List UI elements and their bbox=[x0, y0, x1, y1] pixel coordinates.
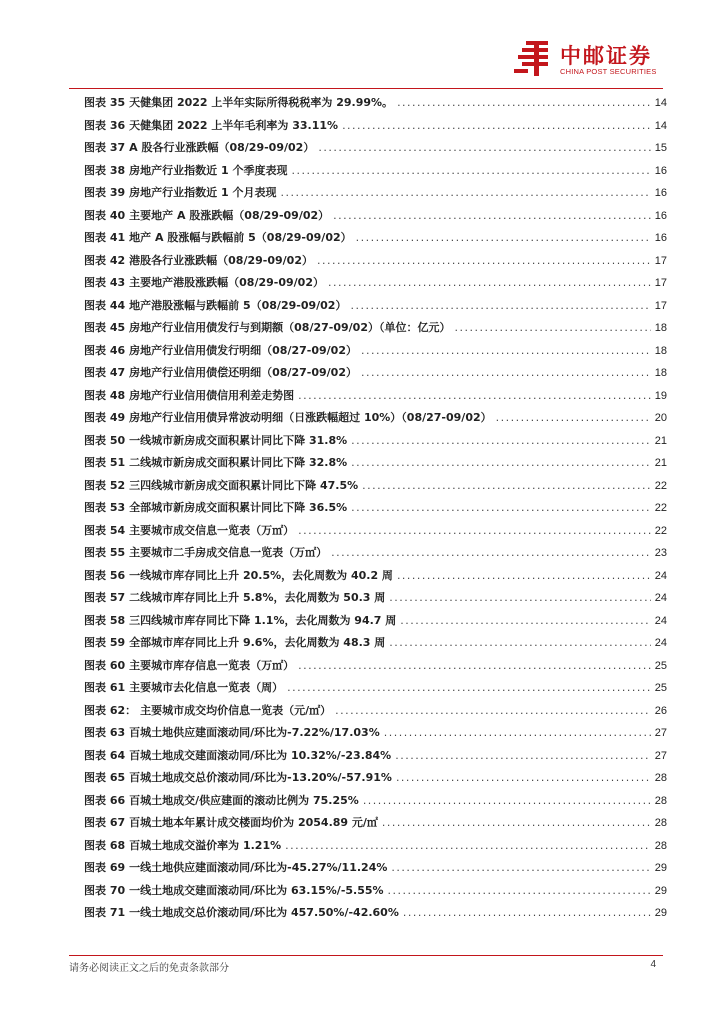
toc-entry-label: 图表 61 bbox=[84, 681, 126, 694]
toc-entry-title: 主要城市去化信息一览表（周） bbox=[129, 681, 284, 694]
toc-entry-label: 图表 71 bbox=[84, 906, 126, 919]
toc-entry-title: 一线土地供应建面滚动同/环比为-45.27%/11.24% bbox=[129, 861, 388, 874]
toc-entry-page: 21 bbox=[654, 434, 667, 447]
toc-entry[interactable] bbox=[84, 722, 667, 745]
toc-entry-label: 图表 47 bbox=[84, 366, 126, 379]
toc-entry-page: 22 bbox=[654, 479, 667, 492]
toc-entry-title: 二线城市新房成交面积累计同比下降 32.8% bbox=[129, 456, 348, 469]
toc-dot-leader bbox=[454, 317, 650, 340]
toc-entry-label: 图表 42 bbox=[84, 253, 126, 267]
toc-entry-title: 港股各行业涨跌幅（08/29-09/02） bbox=[129, 253, 313, 267]
toc-entry-page: 22 bbox=[654, 524, 667, 537]
toc-entry-page: 22 bbox=[654, 502, 667, 514]
toc-entry[interactable] bbox=[84, 295, 667, 318]
toc-entry[interactable] bbox=[84, 205, 667, 228]
toc-entry-page: 29 bbox=[654, 862, 667, 874]
toc-entry[interactable] bbox=[84, 880, 667, 903]
toc-entry-page: 19 bbox=[654, 389, 667, 402]
toc-dot-leader bbox=[317, 250, 651, 273]
table-of-figures bbox=[84, 92, 667, 925]
toc-entry-label: 图表 58 bbox=[84, 613, 126, 627]
toc-entry-page: 28 bbox=[654, 839, 667, 852]
toc-dot-leader bbox=[291, 160, 650, 183]
toc-entry-label: 图表 43 bbox=[84, 276, 126, 289]
toc-entry-label: 图表 35 bbox=[84, 96, 126, 109]
toc-entry[interactable] bbox=[84, 857, 667, 880]
toc-entry[interactable] bbox=[84, 160, 667, 183]
toc-entry-title: 房地产行业指数近 1 个月表现 bbox=[129, 186, 277, 199]
toc-dot-leader bbox=[382, 812, 651, 835]
toc-entry-label: 图表 55 bbox=[84, 546, 126, 559]
toc-entry[interactable] bbox=[84, 835, 667, 858]
toc-entry[interactable] bbox=[84, 767, 667, 790]
toc-entry[interactable] bbox=[84, 655, 667, 678]
toc-entry-label: 图表 69 bbox=[84, 861, 126, 874]
toc-entry-title: 房地产行业信用债发行明细（08/27-09/02） bbox=[129, 343, 357, 357]
toc-dot-leader bbox=[351, 497, 651, 520]
toc-entry-page: 21 bbox=[654, 457, 667, 469]
toc-entry-title: 全部城市库存同比上升 9.6%，去化周数为 48.3 周 bbox=[129, 636, 386, 649]
toc-entry-page: 14 bbox=[654, 97, 667, 109]
toc-entry-label: 图表 40 bbox=[84, 208, 126, 222]
china-post-logo-icon bbox=[512, 38, 552, 78]
toc-dot-leader bbox=[350, 295, 650, 318]
toc-entry-label: 图表 68 bbox=[84, 838, 126, 852]
toc-entry-page: 18 bbox=[654, 344, 667, 357]
toc-entry-title: 主要城市成交信息一览表（万㎡） bbox=[129, 523, 295, 537]
toc-entry-page: 16 bbox=[654, 209, 667, 222]
toc-entry-title: 百城土地供应建面滚动同/环比为-7.22%/17.03% bbox=[129, 726, 380, 739]
toc-entry-title: 三四线城市新房成交面积累计同比下降 47.5% bbox=[129, 478, 359, 492]
toc-entry[interactable] bbox=[84, 362, 667, 385]
toc-entry-page: 28 bbox=[654, 817, 667, 829]
toc-entry-title: 房地产行业信用债偿还明细（08/27-09/02） bbox=[129, 366, 357, 379]
toc-entry[interactable] bbox=[84, 565, 667, 588]
toc-entry-page: 25 bbox=[654, 659, 667, 672]
toc-dot-leader bbox=[389, 587, 650, 610]
toc-dot-leader bbox=[363, 790, 651, 813]
toc-entry[interactable] bbox=[84, 452, 667, 475]
toc-dot-leader bbox=[287, 677, 651, 700]
toc-entry[interactable] bbox=[84, 92, 667, 115]
toc-entry[interactable] bbox=[84, 745, 667, 768]
toc-entry-title: 百城土地成交建面滚动同/环比为 10.32%/-23.84% bbox=[129, 748, 392, 762]
toc-entry-page: 16 bbox=[654, 187, 667, 199]
toc-entry-title: 二线城市库存同比上升 5.8%，去化周数为 50.3 周 bbox=[129, 591, 386, 604]
toc-entry[interactable] bbox=[84, 587, 667, 610]
toc-entry-label: 图表 56 bbox=[84, 568, 126, 582]
toc-entry-label: 图表 54 bbox=[84, 523, 126, 537]
toc-entry-page: 14 bbox=[654, 119, 667, 132]
brand-logo bbox=[512, 38, 682, 84]
toc-entry-page: 16 bbox=[654, 164, 667, 177]
toc-dot-leader bbox=[318, 137, 650, 160]
toc-entry[interactable] bbox=[84, 520, 667, 543]
toc-entry-label: 图表 37 bbox=[84, 141, 126, 154]
toc-entry[interactable] bbox=[84, 272, 667, 295]
toc-entry-label: 图表 70 bbox=[84, 883, 126, 897]
toc-entry-page: 27 bbox=[654, 749, 667, 762]
footer-page-number: 4 bbox=[650, 959, 656, 970]
toc-entry-page: 15 bbox=[654, 142, 667, 154]
toc-entry-label: 图表 63 bbox=[84, 726, 126, 739]
toc-dot-leader bbox=[356, 227, 651, 250]
toc-entry-title: 一线城市新房成交面积累计同比下降 31.8% bbox=[129, 433, 348, 447]
toc-dot-leader bbox=[328, 272, 651, 295]
toc-entry-label: 图表 53 bbox=[84, 501, 126, 514]
toc-entry[interactable] bbox=[84, 250, 667, 273]
toc-entry[interactable] bbox=[84, 632, 667, 655]
toc-dot-leader bbox=[397, 92, 651, 115]
toc-entry-page: 29 bbox=[654, 884, 667, 897]
toc-dot-leader bbox=[403, 902, 651, 925]
toc-entry-page: 28 bbox=[654, 794, 667, 807]
footer-rule bbox=[69, 955, 663, 956]
toc-entry-label: 图表 52 bbox=[84, 478, 126, 492]
toc-entry-label: 图表 57 bbox=[84, 591, 126, 604]
toc-dot-leader bbox=[351, 430, 651, 453]
toc-entry[interactable] bbox=[84, 475, 667, 498]
toc-entry-page: 28 bbox=[654, 772, 667, 784]
toc-entry-page: 18 bbox=[654, 367, 667, 379]
toc-entry-title: 一线土地成交总价滚动同/环比为 457.50%/-42.60% bbox=[129, 906, 399, 919]
toc-entry-page: 24 bbox=[654, 637, 667, 649]
toc-entry-page: 26 bbox=[654, 704, 667, 717]
toc-entry-page: 17 bbox=[654, 277, 667, 289]
toc-entry[interactable] bbox=[84, 115, 667, 138]
toc-dot-leader bbox=[361, 362, 651, 385]
toc-entry-title: 地产港股涨幅与跌幅前 5（08/29-09/02） bbox=[129, 298, 347, 312]
toc-entry-title: 房地产行业信用债信用利差走势图 bbox=[129, 388, 295, 402]
toc-entry-title: 三四线城市库存同比下降 1.1%，去化周数为 94.7 周 bbox=[129, 613, 397, 627]
toc-dot-leader bbox=[397, 565, 651, 588]
toc-entry-title: A 股各行业涨跌幅（08/29-09/02） bbox=[129, 141, 315, 154]
footer-disclaimer: 请务必阅读正文之后的免责条款部分 bbox=[69, 963, 229, 974]
toc-dot-leader bbox=[361, 340, 651, 363]
toc-entry-label: 图表 49 bbox=[84, 411, 126, 424]
toc-entry[interactable] bbox=[84, 812, 667, 835]
toc-entry-title: 房地产行业指数近 1 个季度表现 bbox=[129, 163, 288, 177]
toc-entry-label: 图表 59 bbox=[84, 636, 126, 649]
toc-entry-page: 23 bbox=[654, 547, 667, 559]
toc-entry-page: 24 bbox=[654, 569, 667, 582]
toc-entry[interactable] bbox=[84, 385, 667, 408]
toc-entry-title: 主要城市二手房成交信息一览表（万㎡） bbox=[129, 546, 328, 559]
toc-entry-page: 24 bbox=[654, 592, 667, 604]
toc-entry-page: 24 bbox=[654, 614, 667, 627]
toc-dot-leader bbox=[331, 542, 651, 565]
toc-entry-label: 图表 51 bbox=[84, 456, 126, 469]
toc-dot-leader bbox=[388, 880, 651, 903]
toc-dot-leader bbox=[396, 767, 651, 790]
brand-name-cn: 中邮证券 bbox=[560, 44, 652, 68]
toc-entry[interactable] bbox=[84, 790, 667, 813]
toc-dot-leader bbox=[389, 632, 650, 655]
toc-entry-title: 地产 A 股涨幅与跌幅前 5（08/29-09/02） bbox=[129, 231, 352, 244]
toc-entry-page: 18 bbox=[654, 322, 667, 334]
toc-entry[interactable] bbox=[84, 227, 667, 250]
toc-entry[interactable] bbox=[84, 610, 667, 633]
toc-entry-page: 25 bbox=[654, 682, 667, 694]
toc-entry-title: 主要城市成交均价信息一览表（元/㎡） bbox=[140, 703, 332, 717]
toc-entry-title: 一线城市库存同比上升 20.5%，去化周数为 40.2 周 bbox=[129, 568, 393, 582]
toc-entry[interactable] bbox=[84, 700, 667, 723]
header-rule bbox=[69, 88, 663, 89]
toc-entry-title: 百城土地成交总价滚动同/环比为-13.20%/-57.91% bbox=[129, 771, 392, 784]
toc-entry-title: 主要地产 A 股涨跌幅（08/29-09/02） bbox=[129, 208, 330, 222]
toc-dot-leader bbox=[335, 700, 651, 723]
toc-entry[interactable] bbox=[84, 317, 667, 340]
toc-dot-leader bbox=[400, 610, 650, 633]
toc-entry-title: 天健集团 2022 上半年毛利率为 33.11% bbox=[129, 118, 339, 132]
toc-entry-label: 图表 64 bbox=[84, 748, 126, 762]
toc-entry-title: 百城土地成交溢价率为 1.21% bbox=[129, 838, 282, 852]
toc-entry-title: 百城土地本年累计成交楼面均价为 2054.89 元/㎡ bbox=[129, 816, 378, 829]
toc-entry-title: 房地产行业信用债发行与到期额（08/27-09/02）（单位：亿元） bbox=[129, 321, 451, 334]
toc-entry-title: 全部城市新房成交面积累计同比下降 36.5% bbox=[129, 501, 348, 514]
toc-dot-leader bbox=[391, 857, 650, 880]
toc-entry-page: 17 bbox=[654, 299, 667, 312]
toc-entry[interactable] bbox=[84, 677, 667, 700]
toc-entry-title: 主要城市库存信息一览表（万㎡） bbox=[129, 658, 295, 672]
toc-entry-page: 17 bbox=[654, 254, 667, 267]
toc-entry-page: 27 bbox=[654, 727, 667, 739]
toc-entry-label: 图表 48 bbox=[84, 388, 126, 402]
toc-entry-label: 图表 36 bbox=[84, 118, 126, 132]
toc-entry-label: 图表 46 bbox=[84, 343, 126, 357]
toc-entry-label: 图表 39 bbox=[84, 186, 126, 199]
toc-entry-label: 图表 50 bbox=[84, 433, 126, 447]
toc-entry-label: 图表 66 bbox=[84, 793, 126, 807]
toc-dot-leader bbox=[280, 182, 650, 205]
toc-entry[interactable] bbox=[84, 497, 667, 520]
toc-dot-leader bbox=[496, 407, 651, 430]
toc-entry[interactable] bbox=[84, 137, 667, 160]
toc-entry-page: 20 bbox=[654, 412, 667, 424]
toc-entry-label: 图表 65 bbox=[84, 771, 126, 784]
toc-entry-label: 图表 62： bbox=[84, 703, 137, 717]
toc-entry-title: 百城土地成交/供应建面的滚动比例为 75.25% bbox=[129, 793, 359, 807]
toc-dot-leader bbox=[384, 722, 651, 745]
toc-dot-leader bbox=[395, 745, 651, 768]
toc-dot-leader bbox=[342, 115, 651, 138]
toc-dot-leader bbox=[362, 475, 651, 498]
toc-dot-leader bbox=[298, 520, 651, 543]
page-header bbox=[0, 0, 724, 90]
toc-entry-label: 图表 60 bbox=[84, 658, 126, 672]
toc-entry-label: 图表 44 bbox=[84, 298, 126, 312]
toc-entry-title: 天健集团 2022 上半年实际所得税税率为 29.99%。 bbox=[129, 96, 394, 109]
toc-entry[interactable] bbox=[84, 407, 667, 430]
toc-entry-title: 主要地产港股涨跌幅（08/29-09/02） bbox=[129, 276, 324, 289]
toc-entry-label: 图表 41 bbox=[84, 231, 126, 244]
toc-entry[interactable] bbox=[84, 430, 667, 453]
toc-entry-page: 29 bbox=[654, 907, 667, 919]
toc-entry-label: 图表 45 bbox=[84, 321, 126, 334]
toc-entry[interactable] bbox=[84, 182, 667, 205]
toc-entry[interactable] bbox=[84, 902, 667, 925]
toc-dot-leader bbox=[333, 205, 651, 228]
toc-entry-label: 图表 38 bbox=[84, 163, 126, 177]
toc-entry-title: 房地产行业信用债异常波动明细（日涨跌幅超过 10%）（08/27-09/02） bbox=[129, 411, 492, 424]
toc-dot-leader bbox=[298, 655, 651, 678]
toc-entry[interactable] bbox=[84, 340, 667, 363]
toc-entry-page: 16 bbox=[654, 232, 667, 244]
toc-entry-label: 图表 67 bbox=[84, 816, 126, 829]
toc-dot-leader bbox=[351, 452, 651, 475]
toc-dot-leader bbox=[298, 385, 651, 408]
toc-dot-leader bbox=[285, 835, 651, 858]
toc-entry-title: 一线土地成交建面滚动同/环比为 63.15%/-5.55% bbox=[129, 883, 384, 897]
toc-entry[interactable] bbox=[84, 542, 667, 565]
brand-name-en: CHINA POST SECURITIES bbox=[560, 67, 657, 76]
